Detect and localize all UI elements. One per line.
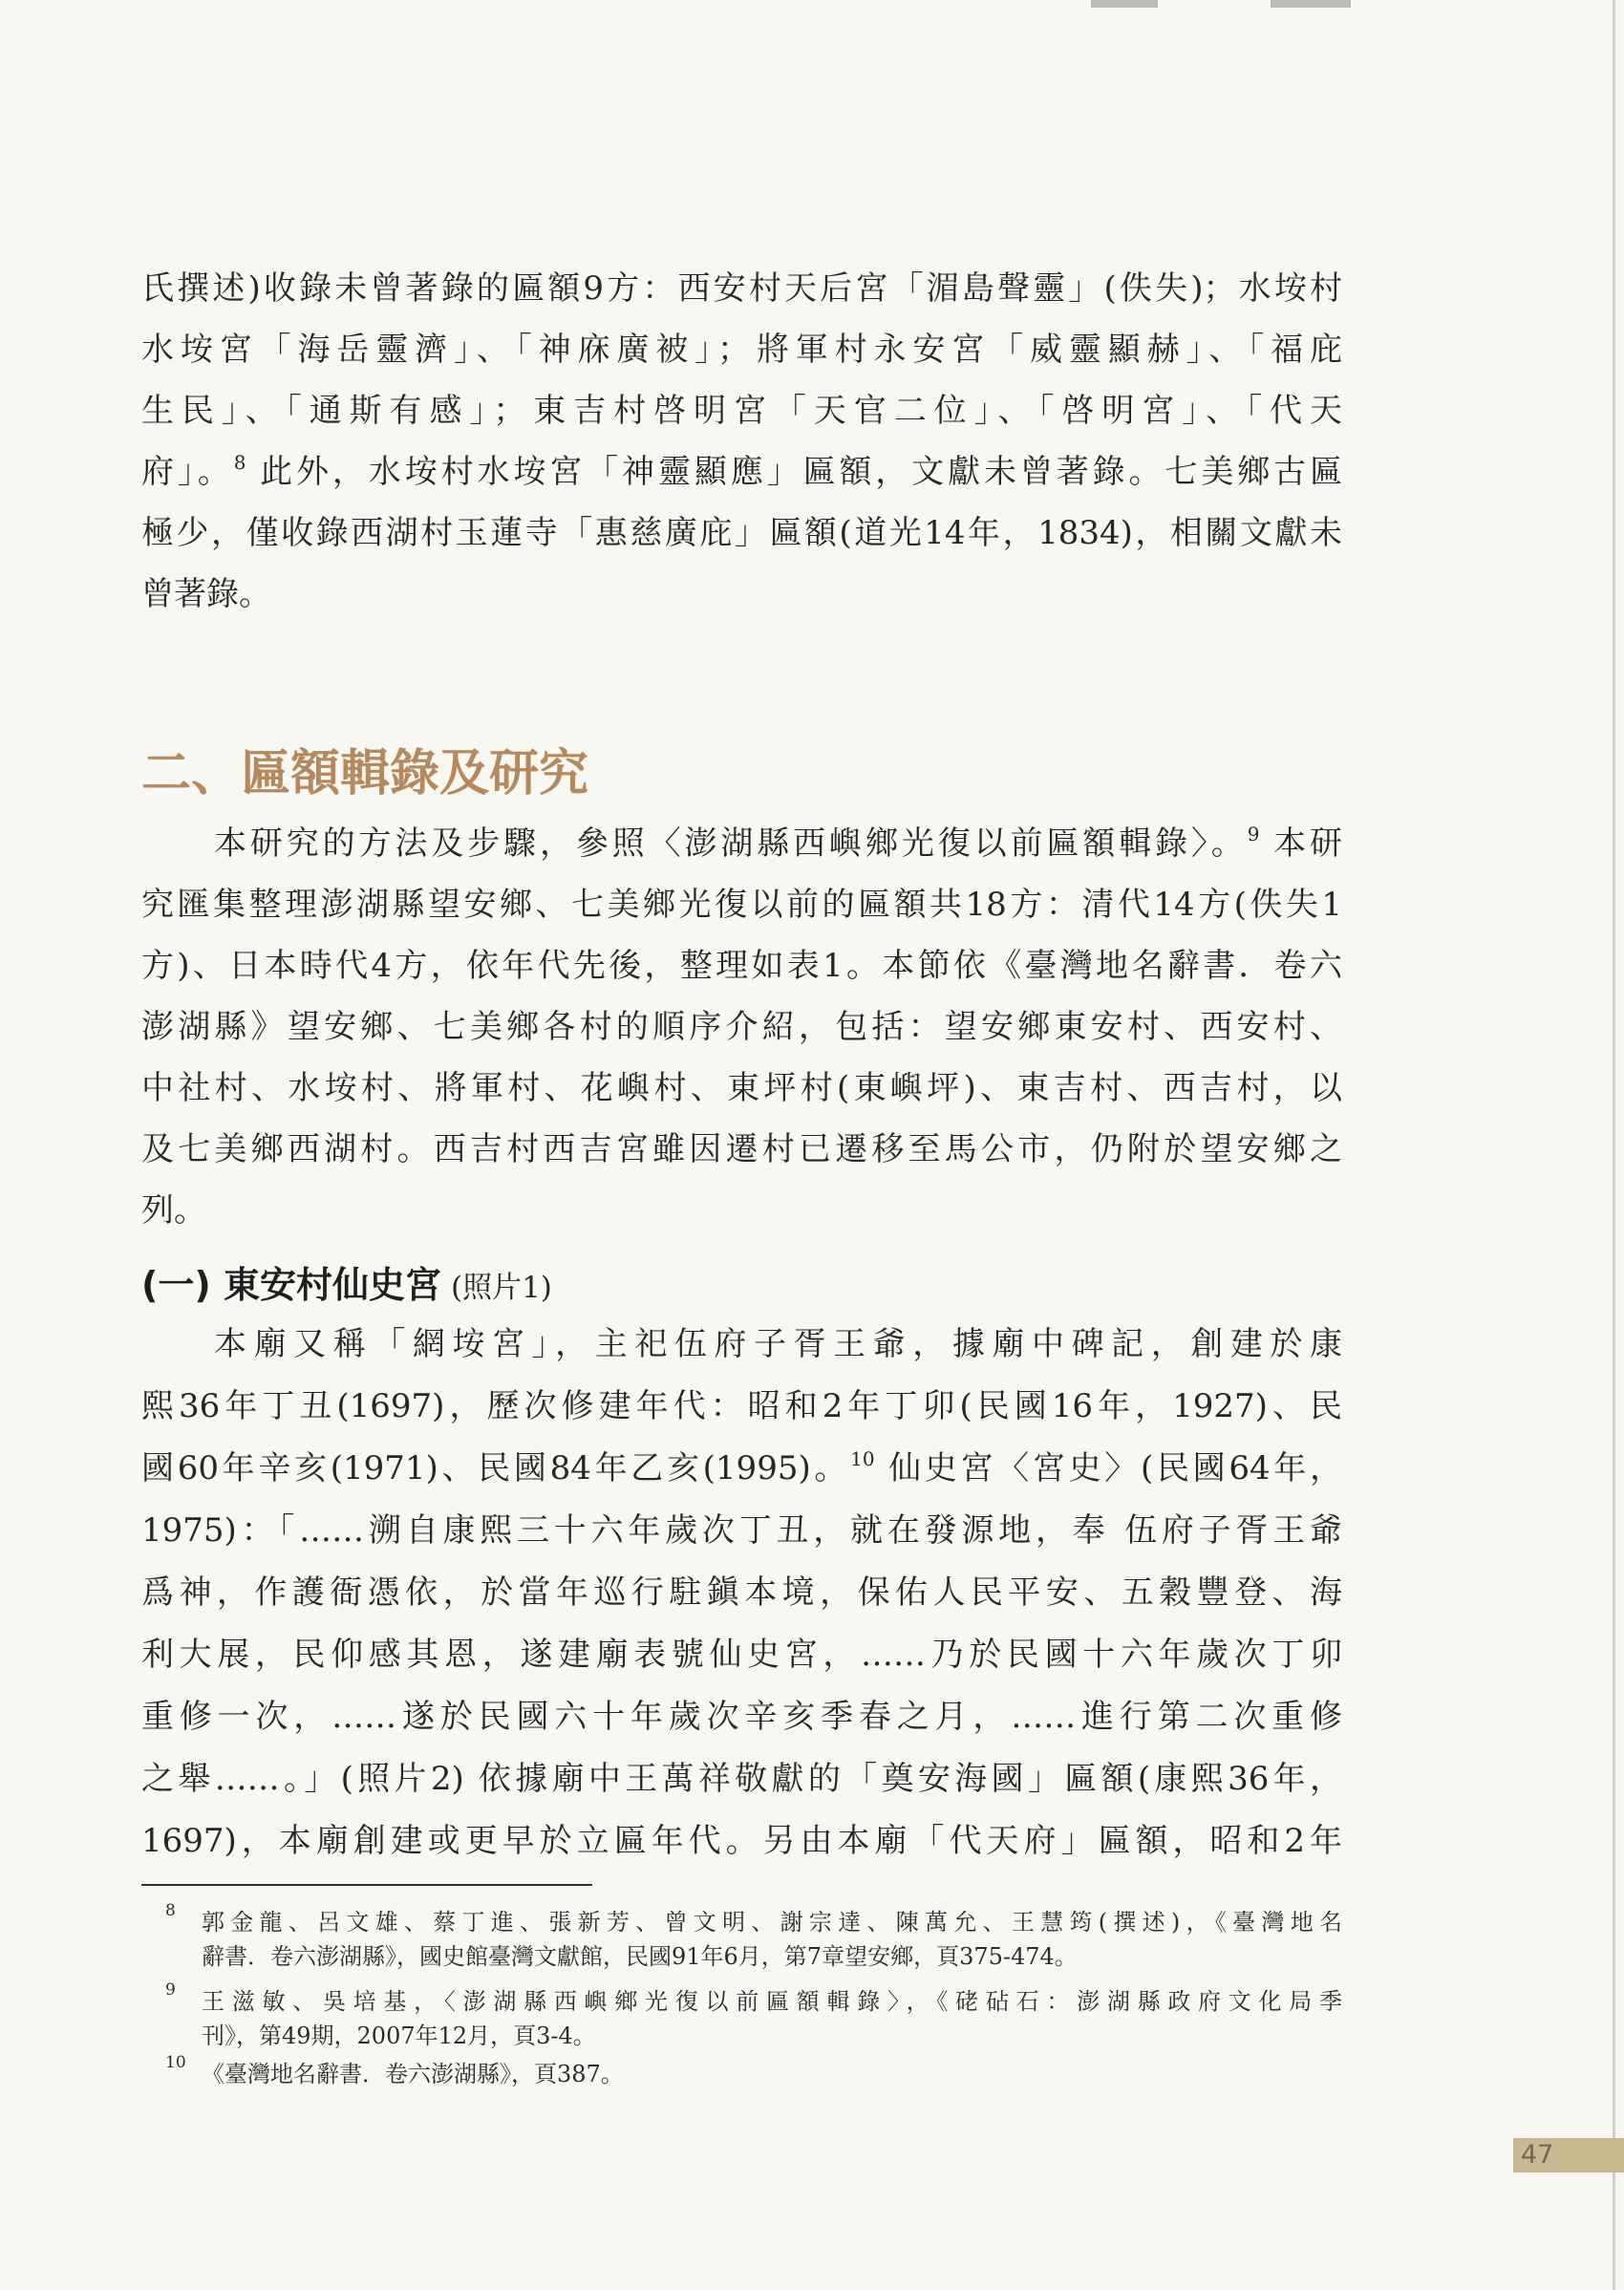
text-segment: 府」。 bbox=[141, 453, 234, 491]
page-number: 47 bbox=[1521, 2140, 1554, 2170]
text-segment: 國60年辛亥(1971)、民國84年乙亥(1995)。 bbox=[141, 1449, 851, 1487]
scan-artifact-left bbox=[1091, 0, 1158, 8]
text-line: 方)、日本時代4方，依年代先後，整理如表1。本節依《臺灣地名辭書．卷六 bbox=[141, 947, 1342, 985]
text-line: 曾著錄。 bbox=[141, 575, 271, 613]
footnote-9 bbox=[165, 1980, 1342, 2053]
scan-edge bbox=[1613, 0, 1615, 2290]
text-segment: 本研究的方法及步驟，參照〈澎湖縣西嶼鄉光復以前匾額輯錄〉。 bbox=[214, 824, 1248, 863]
footnote-number: 10 bbox=[165, 2053, 186, 2072]
text-line: 列。 bbox=[141, 1191, 206, 1230]
text-line: 究匯集整理澎湖縣望安鄉、七美鄉光復以前的匾額共18方：清代14方(佚失1 bbox=[141, 886, 1342, 924]
section-heading: 二、匾額輯錄及研究 bbox=[141, 745, 589, 803]
continued-paragraph bbox=[141, 258, 1342, 625]
page-number-tab bbox=[1513, 2138, 1624, 2172]
footnote-divider bbox=[141, 1884, 592, 1886]
text-line bbox=[141, 441, 1342, 503]
footnote-line: 辭書．卷六澎湖縣》，國史館臺灣文獻館，民國91年6月，第7章望安鄉，頁375-474。 bbox=[202, 1943, 1078, 1970]
footnote-10 bbox=[165, 2053, 1342, 2091]
footnote-line: 刊》，第49期，2007年12月，頁3-4。 bbox=[202, 2022, 596, 2049]
text-line bbox=[141, 813, 1342, 874]
text-line: 氏撰述)收錄未曾著錄的匾額9方：西安村天后宮「湄島聲靈」(佚失)；水垵村 bbox=[141, 269, 1342, 308]
footnote-ref-8: 8 bbox=[233, 450, 246, 474]
footnote-line: 郭金龍、呂文雄、蔡丁進、張新芳、曾文明、謝宗達、陳萬允、王慧筠(撰述)，《臺灣地名 bbox=[202, 1909, 1342, 1936]
text-segment: 仙史宮〈宮史〉(民國64年， bbox=[874, 1449, 1342, 1487]
text-line: 澎湖縣》望安鄉、七美鄉各村的順序介紹，包括：望安鄉東安村、西安村、 bbox=[141, 1008, 1342, 1046]
text-line: 之舉……。」(照片2) 依據廟中王萬祥敬獻的「奠安海國」匾額(康熙36年， bbox=[141, 1760, 1342, 1798]
text-segment: 本研 bbox=[1259, 824, 1342, 863]
text-line: 本廟又稱「網垵宮」，主祀伍府子胥王爺，據廟中碑記，創建於康 bbox=[214, 1325, 1342, 1363]
section-intro-paragraph bbox=[141, 813, 1342, 1241]
text-line: 中社村、水垵村、將軍村、花嶼村、東坪村(東嶼坪)、東吉村、西吉村，以 bbox=[141, 1069, 1342, 1107]
subsection-body-paragraph bbox=[141, 1314, 1342, 1873]
text-line: 重修一次，……遂於民國六十年歲次辛亥季春之月，……進行第二次重修 bbox=[141, 1698, 1342, 1736]
text-line: 極少，僅收錄西湖村玉蓮寺「惠慈廣庇」匾額(道光14年，1834)，相關文獻未 bbox=[141, 514, 1342, 552]
text-line: 1975)：「……溯自康熙三十六年歲次丁丑，就在發源地，奉 伍府子胥王爺 bbox=[141, 1511, 1342, 1550]
text-line: 生民」、「通斯有感」；東吉村啓明宮「天官二位」、「啓明宮」、「代天 bbox=[141, 392, 1342, 430]
subsection-title: (一) 東安村仙史宮 bbox=[141, 1264, 441, 1306]
scan-artifact-right bbox=[1271, 0, 1351, 8]
text-line: 爲神，作護衙憑依，於當年巡行駐鎭本境，保佑人民平安、五穀豐登、海 bbox=[141, 1573, 1342, 1612]
photo-reference: (照片1) bbox=[450, 1271, 552, 1305]
text-segment: 此外，水垵村水垵宮「神靈顯應」匾額，文獻未曾著錄。七美鄉古匾 bbox=[246, 453, 1342, 491]
text-line: 水垵宮「海岳靈濟」、「神庥廣被」；將軍村永安宮「威靈顯赫」、「福庇 bbox=[141, 331, 1342, 369]
footnote-ref-10: 10 bbox=[850, 1446, 875, 1470]
text-line: 及七美鄉西湖村。西吉村西吉宮雖因遷村已遷移至馬公市，仍附於望安鄉之 bbox=[141, 1130, 1342, 1168]
subsection-heading bbox=[141, 1254, 552, 1316]
footnote-line: 王滋敏、吳培基，〈澎湖縣西嶼鄉光復以前匾額輯錄〉，《硓砧石：澎湖縣政府文化局季 bbox=[202, 1988, 1342, 2015]
text-line: 熙36年丁丑(1697)，歷次修建年代：昭和2年丁卯(民國16年，1927)、民 bbox=[141, 1387, 1342, 1425]
text-line: 1697)，本廟創建或更早於立匾年代。另由本廟「代天府」匾額，昭和2年 bbox=[141, 1822, 1342, 1860]
footnote-8 bbox=[165, 1901, 1342, 1974]
footnote-line: 《臺灣地名辭書．卷六澎湖縣》，頁387。 bbox=[202, 2061, 624, 2087]
text-line bbox=[141, 1438, 1342, 1500]
footnote-number: 8 bbox=[165, 1901, 176, 1920]
footnote-ref-9: 9 bbox=[1247, 822, 1260, 845]
text-line: 利大展，民仰感其恩，遂建廟表號仙史宮，……乃於民國十六年歲次丁卯 bbox=[141, 1636, 1342, 1674]
footnote-number: 9 bbox=[165, 1980, 176, 2000]
